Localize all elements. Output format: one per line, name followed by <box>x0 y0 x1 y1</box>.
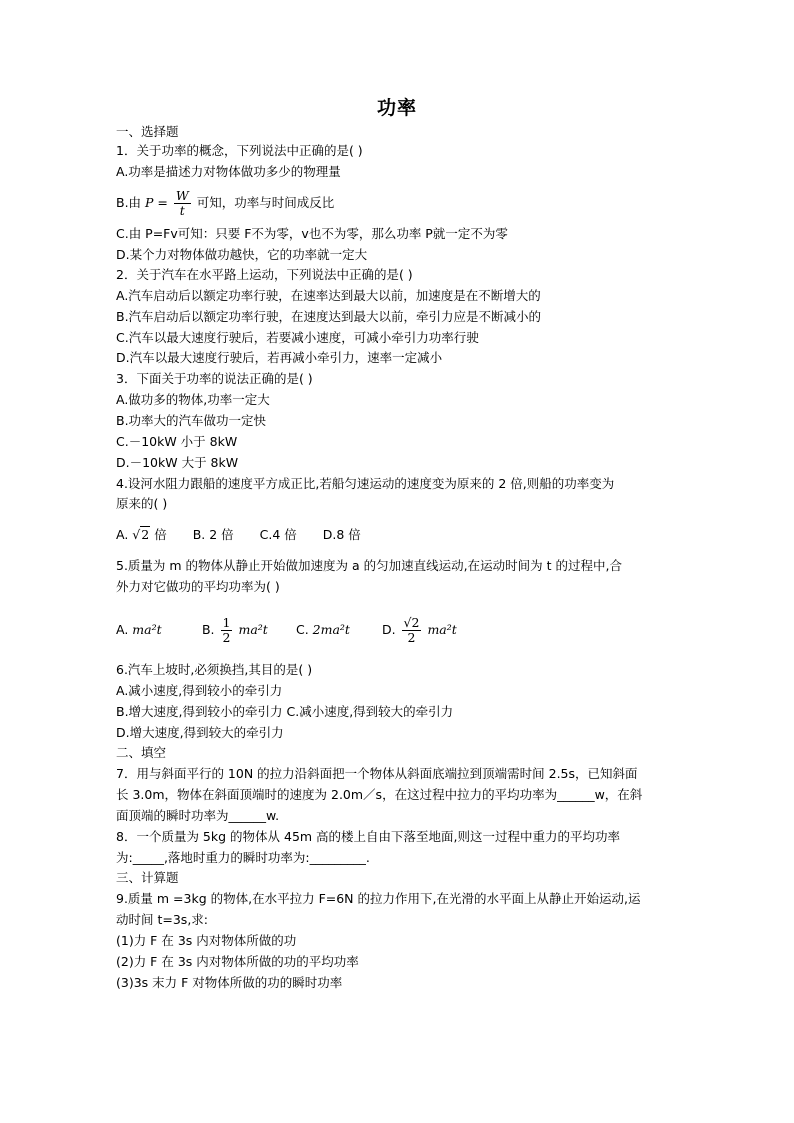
question-4-options <box>116 527 383 543</box>
formula-lhs: P = <box>145 195 168 210</box>
fraction-numerator: W <box>175 188 189 203</box>
question-9-part-3: (3)3s 末力 F 对物体所做的功的瞬时功率 <box>116 975 343 990</box>
question-6-stem: 6.汽车上坡时,必须换挡,其目的是( ) <box>116 662 313 677</box>
fraction-numerator: 1 <box>222 615 231 630</box>
question-9-part-2: (2)力 F 在 3s 内对物体所做的功的平均功率 <box>116 954 359 969</box>
question-6-option-a: A.减小速度,得到较小的牵引力 <box>116 683 283 698</box>
sqrt-radicand: 2 <box>411 615 420 630</box>
question-5-option-b <box>202 608 292 652</box>
fraction-denominator: 2 <box>407 630 416 645</box>
question-2-option-b: B.汽车启动后以额定功率行驶，在速度达到最大以前，牵引力应是不断减小的 <box>116 309 542 324</box>
question-4-option-c: C.4 倍 <box>259 527 297 542</box>
option-c-label: C. <box>295 622 309 637</box>
option-b-prefix: B.由 <box>116 195 142 210</box>
option-a-unit: 倍 <box>154 527 167 542</box>
question-4-stem-line2: 原来的( ) <box>116 496 168 511</box>
option-b-suffix: 可知，功率与时间成反比 <box>196 195 335 210</box>
question-5-option-a <box>116 608 198 652</box>
section-heading-fill: 二、填空 <box>116 745 167 760</box>
option-d-expression: ma²t <box>427 622 457 637</box>
sqrt-expression: √2 <box>132 527 150 542</box>
question-7-line3: 面顶端的瞬时功率为______w. <box>116 808 280 823</box>
question-4-option-a <box>116 527 167 543</box>
question-3-option-a: A.做功多的物体,功率一定大 <box>116 392 270 407</box>
fraction-sqrt2-over-2 <box>402 616 422 645</box>
question-4-option-d: D.8 倍 <box>322 527 361 542</box>
question-3-option-d: D.－10kW 大于 8kW <box>116 455 239 470</box>
question-1-option-a: A.功率是描述力对物体做功多少的物理量 <box>116 164 341 179</box>
question-9-line2: 动时间 t=3s,求: <box>116 912 208 927</box>
option-a-label: A. <box>116 527 129 542</box>
section-heading-choice: 一、选择题 <box>116 124 179 139</box>
fraction-denominator: 2 <box>222 630 231 645</box>
question-4-stem-line1: 4.设河水阻力跟船的速度平方成正比,若船匀速运动的速度变为原来的 2 倍,则船的功率变为 <box>116 476 615 491</box>
question-1-stem: 1．关于功率的概念，下列说法中正确的是( ) <box>116 143 363 158</box>
question-8-line1: 8．一个质量为 5kg 的物体从 45m 高的楼上自由下落至地面,则这一过程中重力的平均功率 <box>116 829 621 844</box>
option-a-label: A. <box>116 622 129 637</box>
question-1-option-d: D.某个力对物体做功越快，它的功率就一定大 <box>116 247 368 262</box>
question-2-option-c: C.汽车以最大速度行驶后，若要减小速度，可减小牵引力功率行驶 <box>116 330 479 345</box>
question-5-option-d <box>382 608 457 652</box>
fraction-one-half <box>221 616 233 645</box>
question-5-option-c <box>296 608 378 652</box>
question-8-line2: 为:_____,落地时重力的瞬时功率为:_________. <box>116 850 370 865</box>
option-c-expression: 2ma²t <box>312 622 350 637</box>
question-6-option-d: D.增大速度,得到较大的牵引力 <box>116 725 284 740</box>
question-5-stem-line1: 5.质量为 m 的物体从静止开始做加速度为 a 的匀加速直线运动,在运动时间为 t 的过程中,合 <box>116 558 622 573</box>
option-a-expression: ma²t <box>132 622 162 637</box>
question-2-option-a: A.汽车启动后以额定功率行驶，在速率达到最大以前，加速度是在不断增大的 <box>116 288 541 303</box>
sqrt-radicand: 2 <box>141 527 150 542</box>
question-5-stem-line2: 外力对它做功的平均功率为( ) <box>116 579 280 594</box>
question-3-option-c: C.－10kW 小于 8kW <box>116 434 238 449</box>
question-9-line1: 9.质量 m =3kg 的物体,在水平拉力 F=6N 的拉力作用下,在光滑的水平面上从静止开始运动,运 <box>116 891 641 906</box>
question-3-option-b: B.功率大的汽车做功一定快 <box>116 413 267 428</box>
question-1-option-b <box>116 186 334 220</box>
question-2-stem: 2．关于汽车在水平路上运动，下列说法中正确的是( ) <box>116 267 413 282</box>
fraction-denominator: t <box>179 203 185 218</box>
option-d-label: D. <box>381 622 396 637</box>
page-title: 功率 <box>376 97 417 119</box>
question-7-line1: 7．用与斜面平行的 10N 的拉力沿斜面把一个物体从斜面底端拉到顶端需时间 2.5s，已知斜面 <box>116 766 638 781</box>
question-7-line2: 长 3.0m，物体在斜面顶端时的速度为 2.0m／s，在这过程中拉力的平均功率为______w，在斜 <box>116 787 643 802</box>
fraction-numerator: √2 <box>403 615 420 630</box>
question-3-stem: 3．下面关于功率的说法正确的是( ) <box>116 371 313 386</box>
question-1-option-c: C.由 P=Fv可知：只要 F不为零，v也不为零，那么功率 P就一定不为零 <box>116 226 508 241</box>
question-5-options <box>116 608 457 652</box>
option-b-label: B. <box>201 622 215 637</box>
question-2-option-d: D.汽车以最大速度行驶后，若再减小牵引力，速率一定减小 <box>116 350 443 365</box>
fraction-w-over-t <box>174 189 191 218</box>
option-b-expression: ma²t <box>238 622 268 637</box>
question-9-part-1: (1)力 F 在 3s 内对物体所做的功 <box>116 933 297 948</box>
question-4-option-b: B. 2 倍 <box>192 527 234 542</box>
question-6-option-bc: B.增大速度,得到较小的牵引力 C.减小速度,得到较大的牵引力 <box>116 704 454 719</box>
section-heading-calc: 三、计算题 <box>116 870 179 885</box>
